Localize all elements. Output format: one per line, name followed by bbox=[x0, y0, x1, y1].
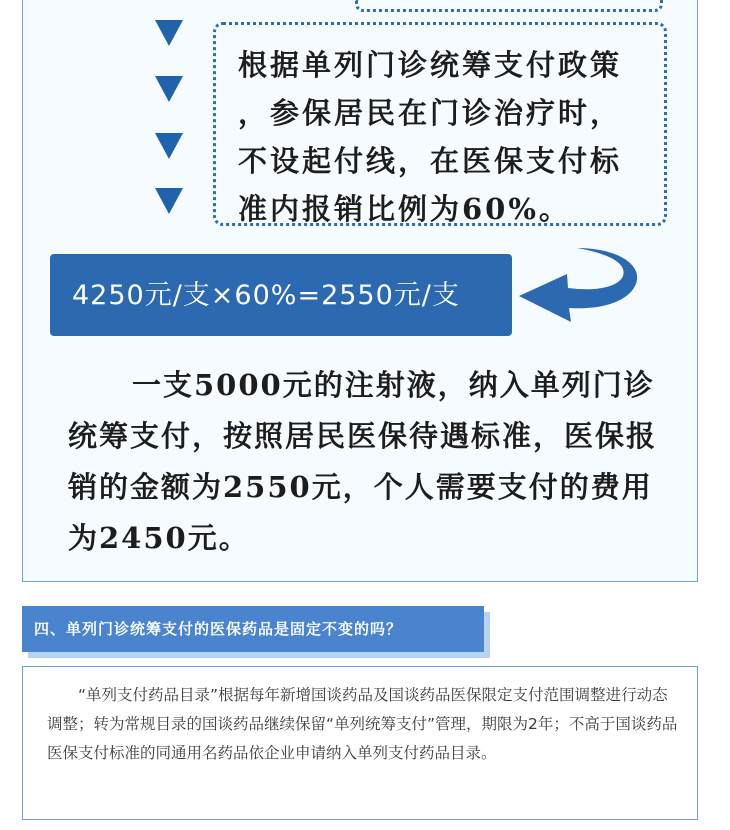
previous-dotted-box bbox=[355, 0, 663, 12]
curved-arrow-icon bbox=[515, 244, 645, 326]
down-arrow-icon bbox=[155, 76, 183, 102]
down-arrow-column bbox=[155, 20, 185, 230]
down-arrow-icon bbox=[155, 133, 183, 159]
formula-text: 4250元/支×60%=2550元/支 bbox=[72, 280, 460, 311]
formula-bar bbox=[50, 254, 512, 336]
down-arrow-icon bbox=[155, 188, 183, 214]
policy-line: ，参保居民在门诊治疗时， bbox=[238, 96, 623, 130]
policy-line: 根据单列门诊统筹支付政策 bbox=[238, 48, 623, 82]
answer-paragraph: “单列支付药品目录”根据每年新增国谈药品及国谈药品医保限定支付范围调整进行动态调整；转为常规目录的国谈药品继续保留“单列统筹支付”管理，期限为2年；不高于国谈药品医保支付标准的同通用名药品依企业申请纳入单列支付药品目录。 bbox=[47, 686, 678, 762]
down-arrow-icon bbox=[155, 20, 183, 46]
answer-box bbox=[22, 666, 698, 820]
section-title: 四、单列门诊统筹支付的医保药品是固定不变的吗？ bbox=[34, 620, 403, 638]
policy-line: 不设起付线，在医保支付标 bbox=[238, 144, 623, 178]
example-paragraph: 一支5000元的注射液，纳入单列门诊统筹支付，按照居民医保待遇标准，医保报销的金额为2550元，个人需要支付的费用为2450元。 bbox=[68, 368, 658, 555]
policy-line: 准内报销比例为60%。 bbox=[238, 192, 571, 226]
section-header bbox=[22, 606, 484, 652]
policy-box bbox=[213, 22, 667, 226]
